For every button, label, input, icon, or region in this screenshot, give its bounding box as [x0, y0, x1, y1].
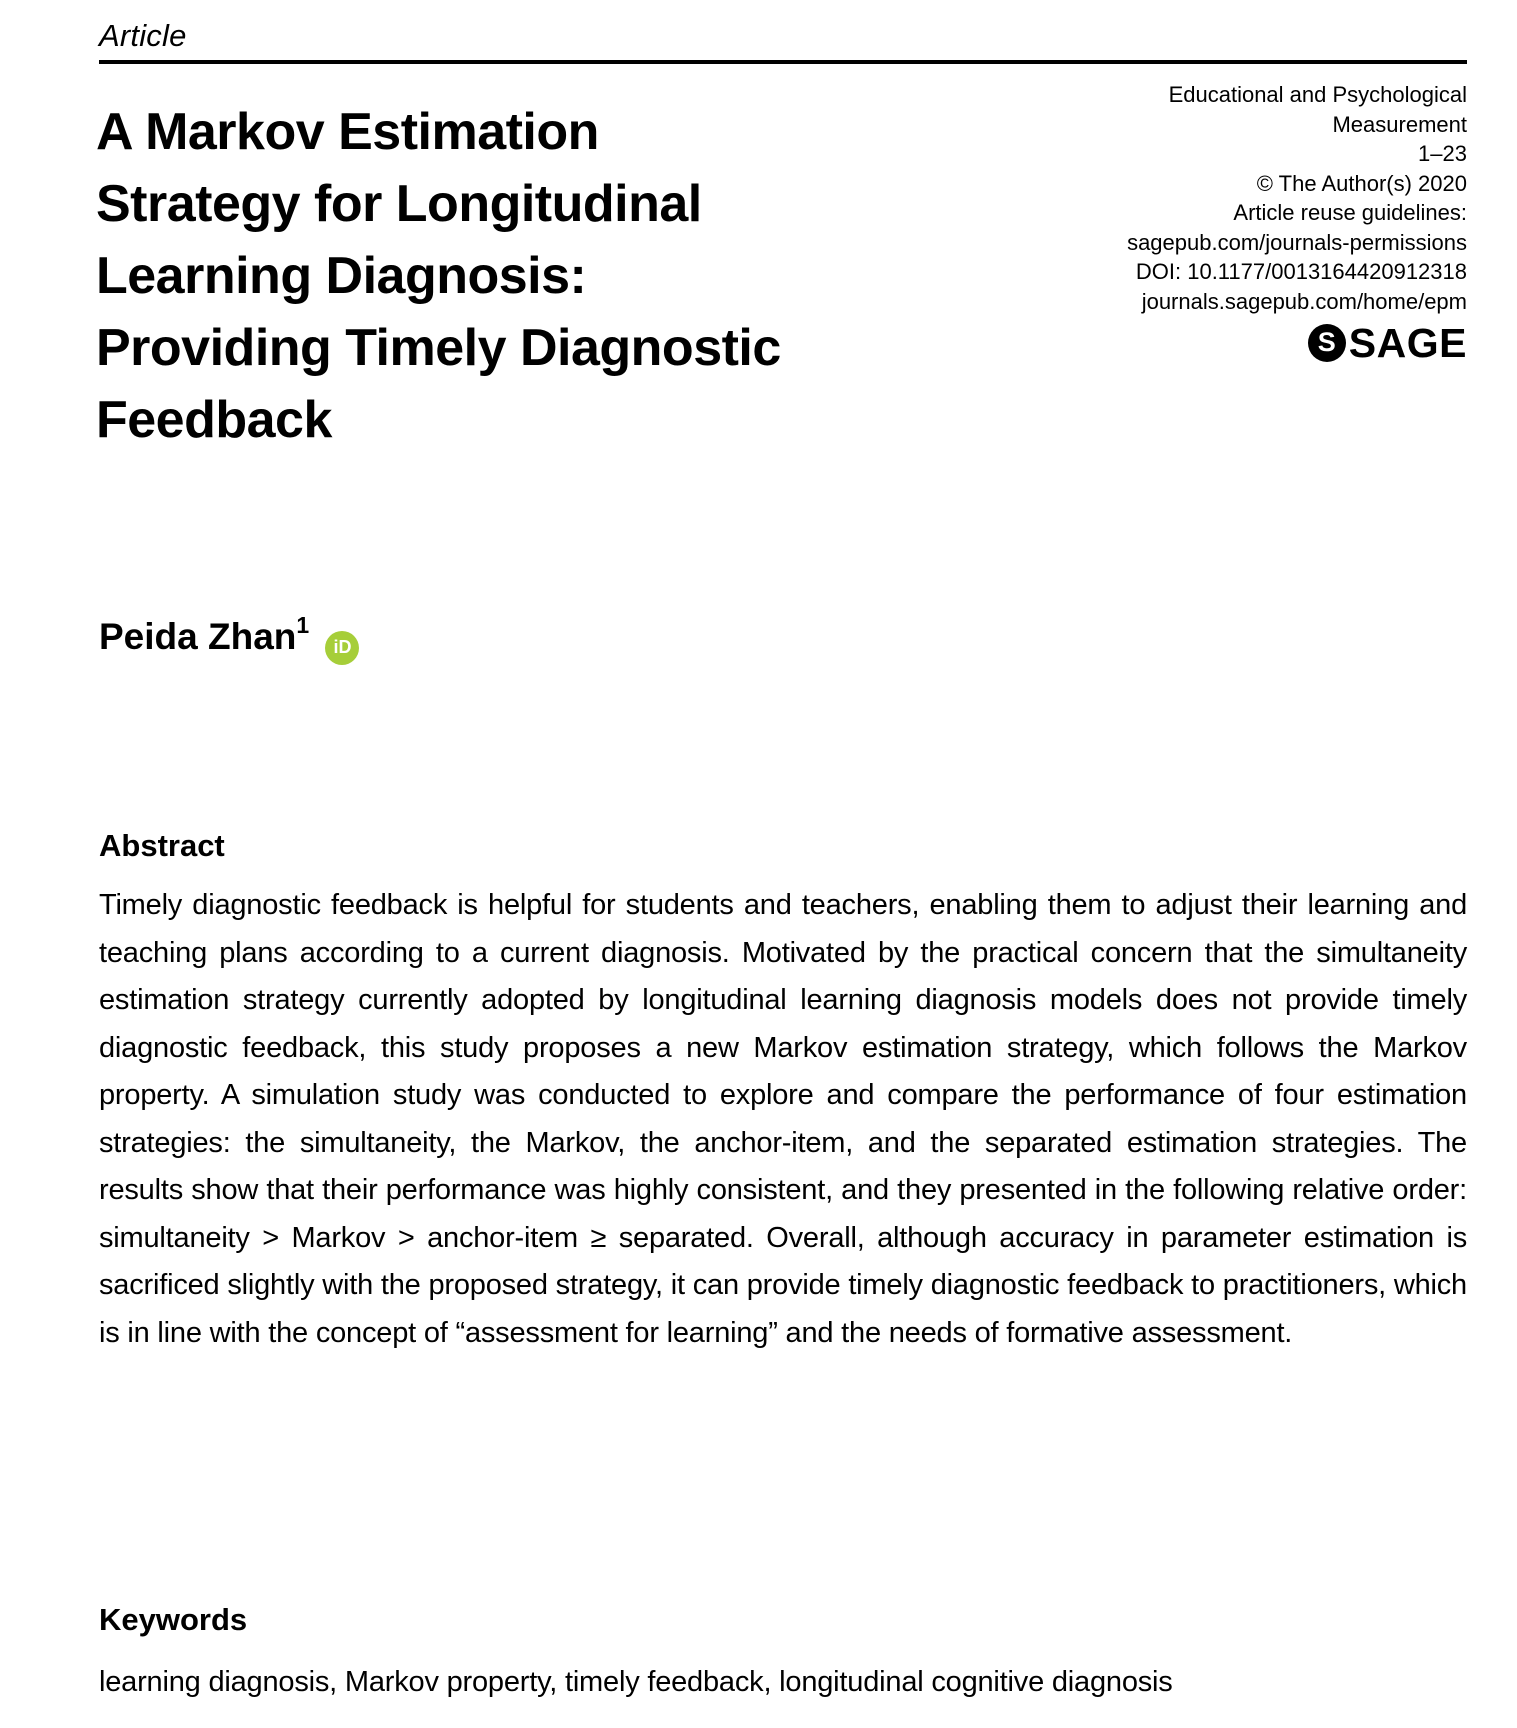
title-line: Feedback — [96, 391, 332, 449]
keywords-text: learning diagnosis, Markov property, timely feedback, longitudinal cognitive diagnosis — [99, 1666, 1173, 1698]
article-title — [96, 96, 781, 456]
journal-pages: 1–23 — [1418, 141, 1467, 166]
orcid-icon[interactable] — [325, 631, 359, 665]
journal-permissions-link[interactable]: sagepub.com/journals-permissions — [1127, 229, 1467, 255]
header-rule — [99, 60, 1467, 64]
journal-reuse-guidelines-label: Article reuse guidelines: — [1233, 200, 1467, 225]
journal-name-line-1: Educational and Psychological — [1168, 82, 1467, 107]
author-name: Peida Zhan — [99, 616, 297, 657]
sage-logo — [1127, 320, 1467, 366]
sage-logo-icon-letter: S — [1317, 327, 1336, 358]
journal-homepage-link[interactable]: journals.sagepub.com/home/epm — [1141, 288, 1467, 314]
journal-doi-link[interactable]: DOI: 10.1177/0013164420912318 — [1135, 259, 1467, 284]
abstract-text: Timely diagnostic feedback is helpful for students and teachers, enabling them to adjust their learning and teaching plans according to a current diagnosis. Motivated by the practical concern that the simultaneity estimation strategy currently adopted by longitudinal learning diagnosis models does not provide timely diagnostic feedback, this study proposes a new Markov estimation strategy, which follows the Markov property. A simulation study was conducted to explore and compare the performance of four estimation strategies: the simultaneity, the Markov, the anchor-item, and the separated estimation strategies. The results show that their performance was highly consistent, and they presented in the following relative order: simultaneity > Markov > anchor-item ≥ separated. Overall, although accuracy in parameter estimation is sacrificed slightly with the proposed strategy, it can provide timely diagnostic feedback to practitioners, which is in line with the concept of “assessment for learning” and the needs of formative assessment. — [99, 889, 1467, 1349]
sage-logo-icon — [1308, 324, 1346, 362]
abstract-heading: Abstract — [99, 828, 225, 863]
author-affiliation-marker: 1 — [296, 612, 310, 638]
orcid-icon-label: iD — [333, 637, 352, 657]
title-line: Learning Diagnosis: — [96, 247, 587, 305]
author-line — [99, 612, 359, 665]
journal-info-block — [1127, 80, 1467, 366]
article-type-label: Article — [99, 18, 187, 53]
journal-copyright: © The Author(s) 2020 — [1256, 170, 1467, 196]
keywords-heading: Keywords — [99, 1602, 248, 1637]
title-line: A Markov Estimation — [96, 103, 599, 161]
journal-name-line-2: Measurement — [1332, 111, 1467, 137]
sage-logo-text: SAGE — [1348, 320, 1467, 366]
title-line: Strategy for Longitudinal — [96, 175, 702, 233]
title-line: Providing Timely Diagnostic — [96, 319, 781, 377]
